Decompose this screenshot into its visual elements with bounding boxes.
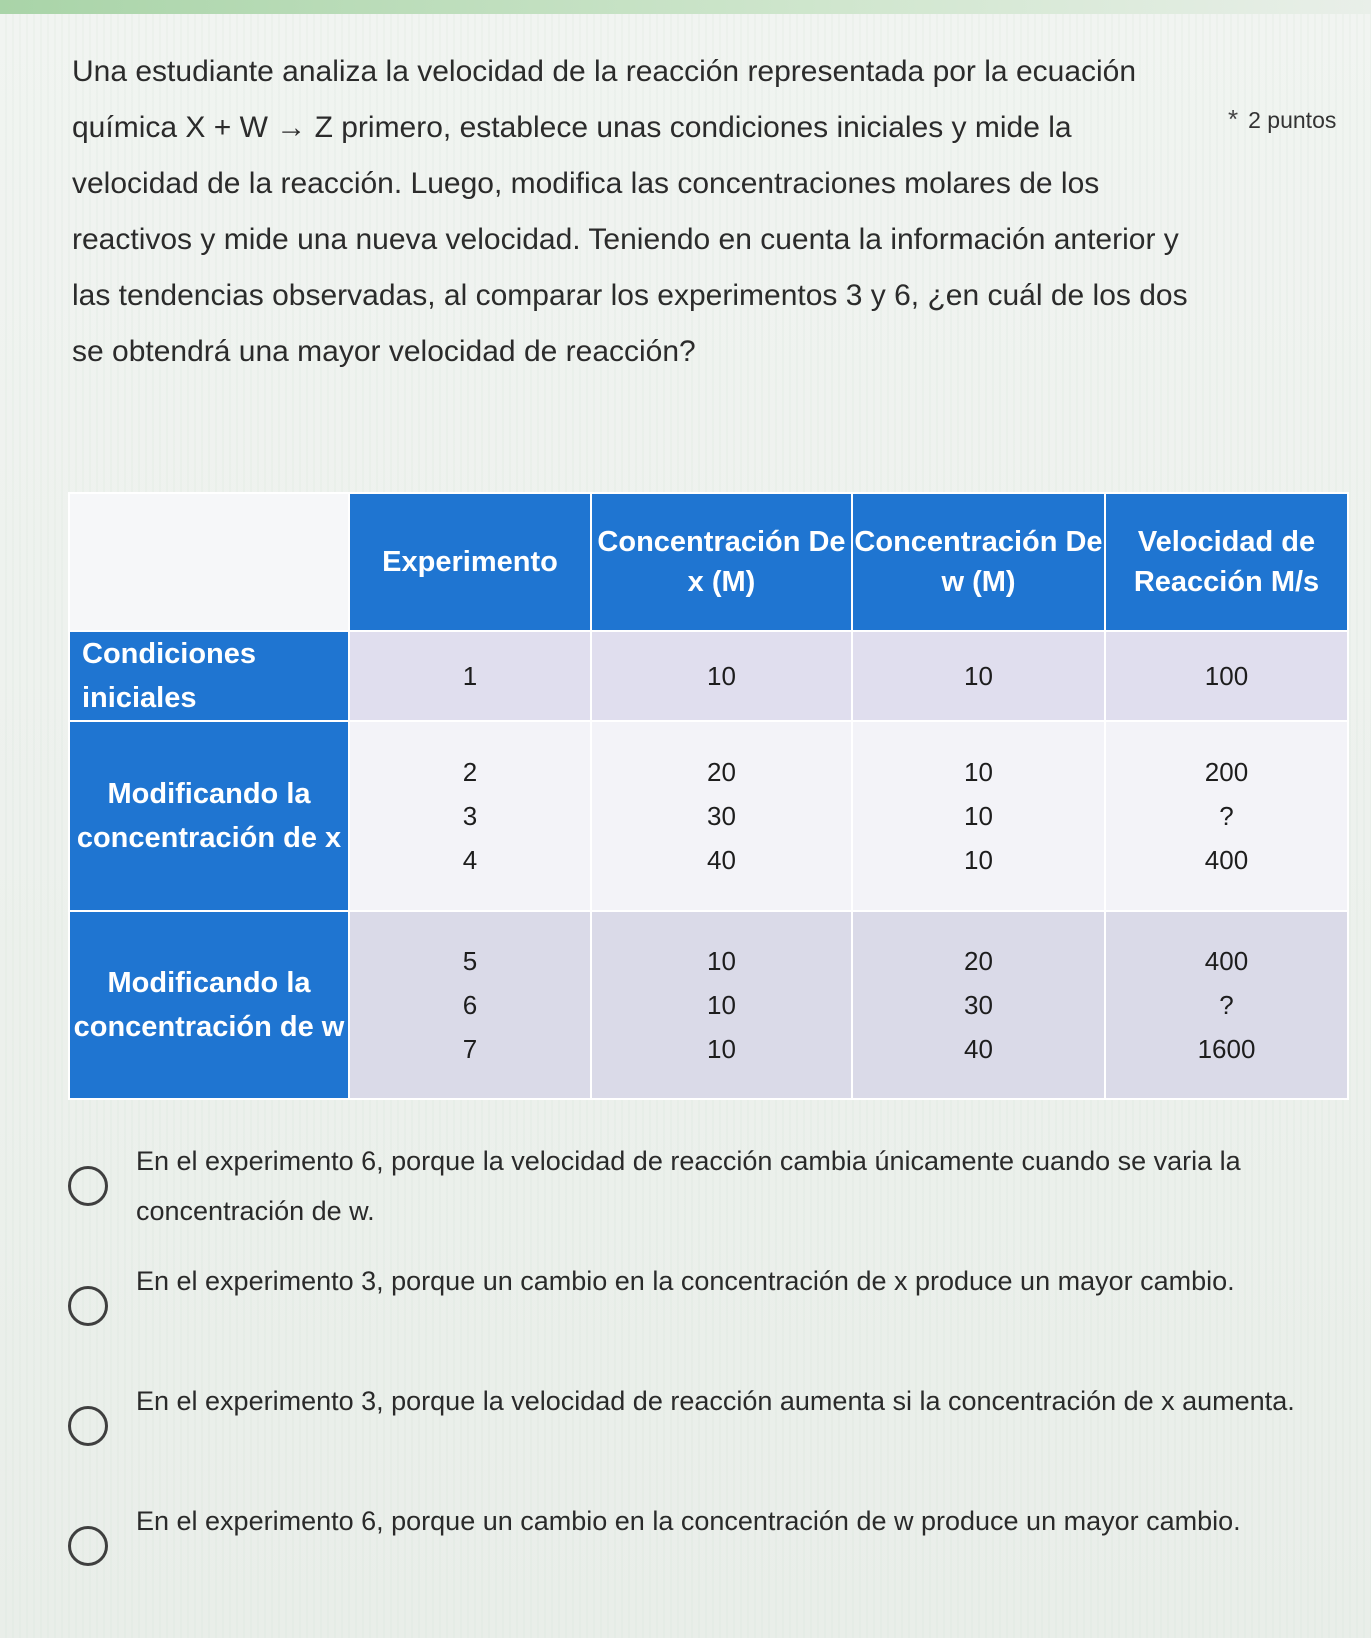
conc-w-cell: [852, 721, 1105, 911]
value: 10: [964, 661, 993, 691]
value: 2: [462, 757, 478, 787]
header-conc-x: Concentración De x (M): [591, 493, 852, 631]
value: 10: [964, 757, 993, 787]
row-label-initial: Condiciones iniciales: [69, 631, 349, 721]
value: 10: [707, 1034, 736, 1064]
radio-button[interactable]: [68, 1166, 108, 1206]
value: 10: [707, 990, 736, 1020]
question-text: Una estudiante analiza la velocidad de la reacción representada por la ecuación química X + W → Z primero, establece unas condiciones iniciales y mide la velocidad de la reacción. Luego, modifica las concentraciones molares de los reactivos y mide una nueva velocidad. Teniendo en cuenta la información anterior y las tendencias observadas, al comparar los experimentos 3 y 6, ¿en cuál de los dos se obtendrá una mayor velocidad de reacción?: [72, 55, 1188, 368]
table-row: [69, 721, 1348, 911]
table-row: [69, 631, 1348, 721]
radio-button[interactable]: [68, 1286, 108, 1326]
value: 20: [964, 946, 993, 976]
required-asterisk: *: [1228, 104, 1239, 134]
table-row: [69, 911, 1348, 1099]
value: 10: [964, 801, 993, 831]
conc-w-cell: [852, 631, 1105, 721]
value: 20: [707, 757, 736, 787]
row-label-modify-x: Modificando la concentración de x: [69, 721, 349, 911]
value: 30: [964, 990, 993, 1020]
option-label[interactable]: En el experimento 6, porque la velocidad de reacción cambia únicamente cuando se varia la concentración de w.: [136, 1146, 1241, 1226]
conc-x-cell: [591, 631, 852, 721]
value: 6: [462, 990, 478, 1020]
table-corner: [69, 493, 349, 631]
value: 10: [964, 845, 993, 875]
value: 400: [1204, 845, 1249, 875]
value: 200: [1204, 757, 1249, 787]
radio-button[interactable]: [68, 1526, 108, 1566]
value: 40: [964, 1034, 993, 1064]
value: 400: [1204, 946, 1249, 976]
radio-button[interactable]: [68, 1406, 108, 1446]
value: 1: [462, 661, 478, 691]
option-label[interactable]: En el experimento 3, porque un cambio en la concentración de x produce un mayor cambio.: [136, 1266, 1235, 1296]
value: 10: [707, 946, 736, 976]
value: 3: [462, 801, 478, 831]
conc-x-cell: [591, 721, 852, 911]
value: 7: [462, 1034, 478, 1064]
experiment-cell: [349, 911, 591, 1099]
header-conc-w: Concentración De w (M): [852, 493, 1105, 631]
value: ?: [1219, 990, 1234, 1020]
value: 40: [707, 845, 736, 875]
value: 10: [707, 661, 736, 691]
row-label-modify-w: Modificando la concentración de w: [69, 911, 349, 1099]
points-label: [1228, 104, 1336, 135]
conc-w-cell: [852, 911, 1105, 1099]
experiment-cell: [349, 631, 591, 721]
conc-x-cell: [591, 911, 852, 1099]
value: 4: [462, 845, 478, 875]
header-experiment: Experimento: [349, 493, 591, 631]
value: ?: [1219, 801, 1234, 831]
experiment-table: [68, 492, 1349, 1100]
rate-cell: [1105, 631, 1348, 721]
points-value: 2 puntos: [1248, 107, 1337, 133]
value: 100: [1204, 661, 1249, 691]
value: 1600: [1197, 1034, 1256, 1064]
header-rate: Velocidad de Reacción M/s: [1105, 493, 1348, 631]
value: 5: [462, 946, 478, 976]
rate-cell: [1105, 911, 1348, 1099]
value: 30: [707, 801, 736, 831]
top-accent-strip: [0, 0, 1371, 14]
option-label[interactable]: En el experimento 3, porque la velocidad de reacción aumenta si la concentración de x aumenta.: [136, 1386, 1295, 1416]
experiment-cell: [349, 721, 591, 911]
rate-cell: [1105, 721, 1348, 911]
option-label[interactable]: En el experimento 6, porque un cambio en la concentración de w produce un mayor cambio.: [136, 1506, 1241, 1536]
